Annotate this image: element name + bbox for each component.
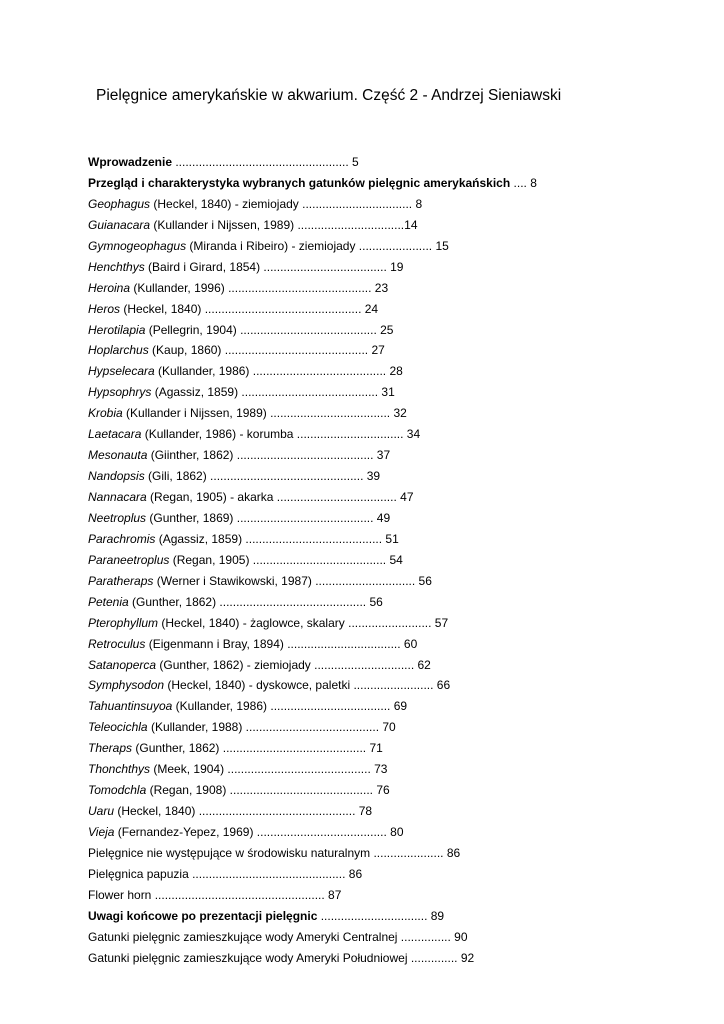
toc-entry-text: (Fernandez-Yepez, 1969) ....................................... 80: [114, 825, 404, 839]
toc-entry-genus: Hypselecara: [88, 364, 155, 379]
toc-entry-text: (Heckel, 1840) - żaglowce, skalary ......................... 57: [158, 615, 449, 630]
toc-entry[interactable]: [88, 382, 537, 403]
toc-entry-text: (Kaup, 1860) ........................................... 27: [148, 343, 385, 358]
toc-entry-genus: Vieja: [88, 825, 115, 839]
toc-entry[interactable]: [88, 215, 537, 236]
toc-entry[interactable]: [88, 780, 537, 801]
toc-entry-text: (Agassiz, 1859) ......................................... 31: [151, 385, 395, 400]
toc-entry-text: (Gunther, 1862) ............................................ 56: [128, 594, 383, 609]
toc-entry-genus: Gymnogeophagus: [88, 238, 187, 253]
toc-entry-genus: Tahuantinsuyoa: [88, 699, 173, 714]
toc-entry-text: Uwagi końcowe po prezentacji pielęgnic: [88, 908, 318, 923]
toc-entry-text: Wprowadzenie: [88, 155, 173, 169]
toc-entry-genus: Guianacara: [88, 217, 151, 232]
toc-entry-genus: Pterophyllum: [88, 615, 159, 630]
toc-entry-genus: Theraps: [88, 741, 133, 756]
toc-entry-text: (Heckel, 1840) - dyskowce, paletki ........................ 66: [164, 678, 451, 693]
document-title: Pielęgnice amerykańskie w akwarium. Część 2 - Andrzej Sieniawski: [96, 87, 562, 104]
toc-entry[interactable]: [88, 738, 537, 759]
toc-entry-text: Gatunki pielęgnic zamieszkujące wody Ameryki Centralnej ............... 90: [88, 929, 468, 944]
toc-entry-genus: Symphysodon: [88, 678, 165, 693]
toc-entry-text: (Kullander, 1986) .................................... 69: [172, 699, 408, 714]
toc-entry-genus: Thonchthys: [88, 762, 151, 777]
table-of-contents: [88, 152, 537, 969]
toc-entry-genus: Mesonauta: [88, 448, 148, 463]
toc-entry-text: (Eigenmann i Bray, 1894) .................................. 60: [145, 636, 418, 651]
toc-entry-text: (Regan, 1905) ........................................ 54: [169, 552, 403, 567]
toc-entry-text: (Kullander, 1996) ........................................... 23: [130, 280, 389, 295]
toc-entry[interactable]: [88, 655, 537, 676]
toc-entry-text: (Gunther, 1869) ......................................... 49: [146, 510, 391, 525]
toc-entry-genus: Petenia: [88, 594, 129, 609]
toc-entry[interactable]: [88, 675, 537, 696]
toc-entry-page: ................................ 89: [317, 908, 445, 923]
toc-entry-genus: Nannacara: [88, 490, 147, 504]
toc-entry-genus: Heros: [88, 301, 121, 316]
toc-entry[interactable]: [88, 340, 537, 361]
toc-entry[interactable]: [88, 927, 537, 948]
toc-entry[interactable]: [88, 424, 537, 445]
toc-entry-text: (Heckel, 1840) - ziemiojady ................................. 8: [150, 196, 423, 211]
toc-entry-text: Gatunki pielęgnic zamieszkujące wody Ameryki Południowej .............. 92: [88, 950, 475, 965]
toc-entry-text: (Heckel, 1840) ............................................... 78: [114, 804, 373, 819]
toc-entry-text: (Regan, 1908) ........................................... 76: [146, 783, 390, 798]
toc-entry[interactable]: [88, 299, 537, 320]
toc-entry-text: Pielęgnice nie występujące w środowisku naturalnym ..................... 86: [88, 845, 461, 860]
toc-entry[interactable]: [88, 801, 537, 822]
toc-entry[interactable]: [88, 634, 537, 655]
toc-entry-text: (Gunther, 1862) ........................................... 71: [132, 741, 383, 756]
toc-entry-genus: Satanoperca: [88, 657, 157, 672]
toc-entry-genus: Krobia: [88, 406, 123, 421]
toc-entry[interactable]: [88, 592, 537, 613]
toc-entry-genus: Tomodchla: [88, 783, 147, 798]
toc-entry-genus: Geophagus: [88, 196, 151, 211]
toc-entry-text: (Gunther, 1862) - ziemiojady .............................. 62: [156, 657, 431, 672]
toc-entry-genus: Henchthys: [88, 259, 145, 274]
toc-entry-page: .................................................... 5: [172, 155, 359, 169]
toc-entry[interactable]: [88, 508, 537, 529]
toc-entry[interactable]: [88, 885, 537, 906]
toc-entry-genus: Nandopsis: [88, 469, 145, 484]
toc-entry-genus: Retroculus: [88, 636, 146, 651]
toc-entry[interactable]: [88, 759, 537, 780]
toc-entry-genus: Paraneetroplus: [88, 552, 170, 567]
toc-entry-genus: Heroina: [88, 280, 131, 295]
toc-entry-genus: Parachromis: [88, 531, 156, 546]
toc-entry-genus: Hypsophrys: [88, 385, 152, 400]
toc-entry[interactable]: [88, 361, 537, 382]
toc-entry-genus: Teleocichla: [88, 720, 148, 735]
toc-entry[interactable]: [88, 236, 537, 257]
toc-entry[interactable]: [88, 948, 537, 969]
toc-entry-text: (Baird i Girard, 1854) ..................................... 19: [144, 259, 404, 274]
toc-entry-genus: Neetroplus: [88, 510, 147, 525]
toc-entry[interactable]: [88, 613, 537, 634]
toc-entry[interactable]: [88, 696, 537, 717]
toc-entry-text: (Gili, 1862) .............................................. 39: [144, 469, 381, 484]
toc-entry[interactable]: [88, 529, 537, 550]
toc-entry[interactable]: [88, 864, 537, 885]
toc-entry[interactable]: [88, 278, 537, 299]
toc-entry[interactable]: [88, 822, 537, 843]
toc-entry-page: .... 8: [510, 175, 537, 190]
toc-entry-text: Pielęgnica papuzia .............................................. 86: [88, 866, 363, 881]
toc-entry-genus: Paratheraps: [88, 573, 154, 588]
toc-entry-text: (Miranda i Ribeiro) - ziemiojady ...................... 15: [186, 238, 449, 253]
toc-entry-text: (Kullander, 1986) - korumba ................................ 34: [141, 427, 421, 442]
toc-entry-text: (Kullander, 1988) ........................................ 70: [147, 720, 396, 735]
toc-entry-text: (Meek, 1904) ........................................... 73: [150, 762, 388, 777]
toc-entry-text: Flower horn ................................................... 87: [88, 887, 342, 902]
toc-entry-text: (Kullander i Nijssen, 1989) ................................14: [150, 217, 418, 232]
toc-entry[interactable]: [88, 403, 537, 424]
toc-entry-text: (Giinther, 1862) ......................................... 37: [147, 448, 391, 463]
toc-entry-genus: Herotilapia: [88, 322, 146, 337]
toc-entry[interactable]: [88, 173, 537, 194]
toc-entry[interactable]: [88, 152, 537, 173]
toc-entry[interactable]: [88, 466, 537, 487]
toc-entry[interactable]: [88, 906, 537, 927]
toc-entry-genus: Laetacara: [88, 427, 142, 442]
toc-entry[interactable]: [88, 487, 537, 508]
toc-entry-genus: Uaru: [88, 804, 115, 819]
toc-entry[interactable]: [88, 320, 537, 341]
toc-entry-genus: Hoplarchus: [88, 343, 149, 358]
toc-entry-text: (Pellegrin, 1904) ......................................... 25: [145, 322, 394, 337]
toc-entry[interactable]: [88, 257, 537, 278]
toc-entry[interactable]: [88, 194, 537, 215]
toc-entry-text: (Kullander, 1986) ........................................ 28: [154, 364, 403, 379]
toc-entry[interactable]: [88, 571, 537, 592]
toc-entry-text: (Kullander i Nijssen, 1989) .................................... 32: [122, 406, 407, 421]
toc-entry-text: (Regan, 1905) - akarka .................................... 47: [146, 490, 414, 504]
toc-entry-text: (Werner i Stawikowski, 1987) .............................. 56: [153, 573, 432, 588]
toc-entry[interactable]: [88, 550, 537, 571]
toc-entry-text: Przegląd i charakterystyka wybranych gatunków pielęgnic amerykańskich: [88, 175, 511, 190]
toc-entry-text: (Agassiz, 1859) ......................................... 51: [155, 531, 399, 546]
toc-entry-text: (Heckel, 1840) ............................................... 24: [120, 301, 379, 316]
toc-entry[interactable]: [88, 445, 537, 466]
toc-entry[interactable]: [88, 717, 537, 738]
toc-entry[interactable]: [88, 843, 537, 864]
